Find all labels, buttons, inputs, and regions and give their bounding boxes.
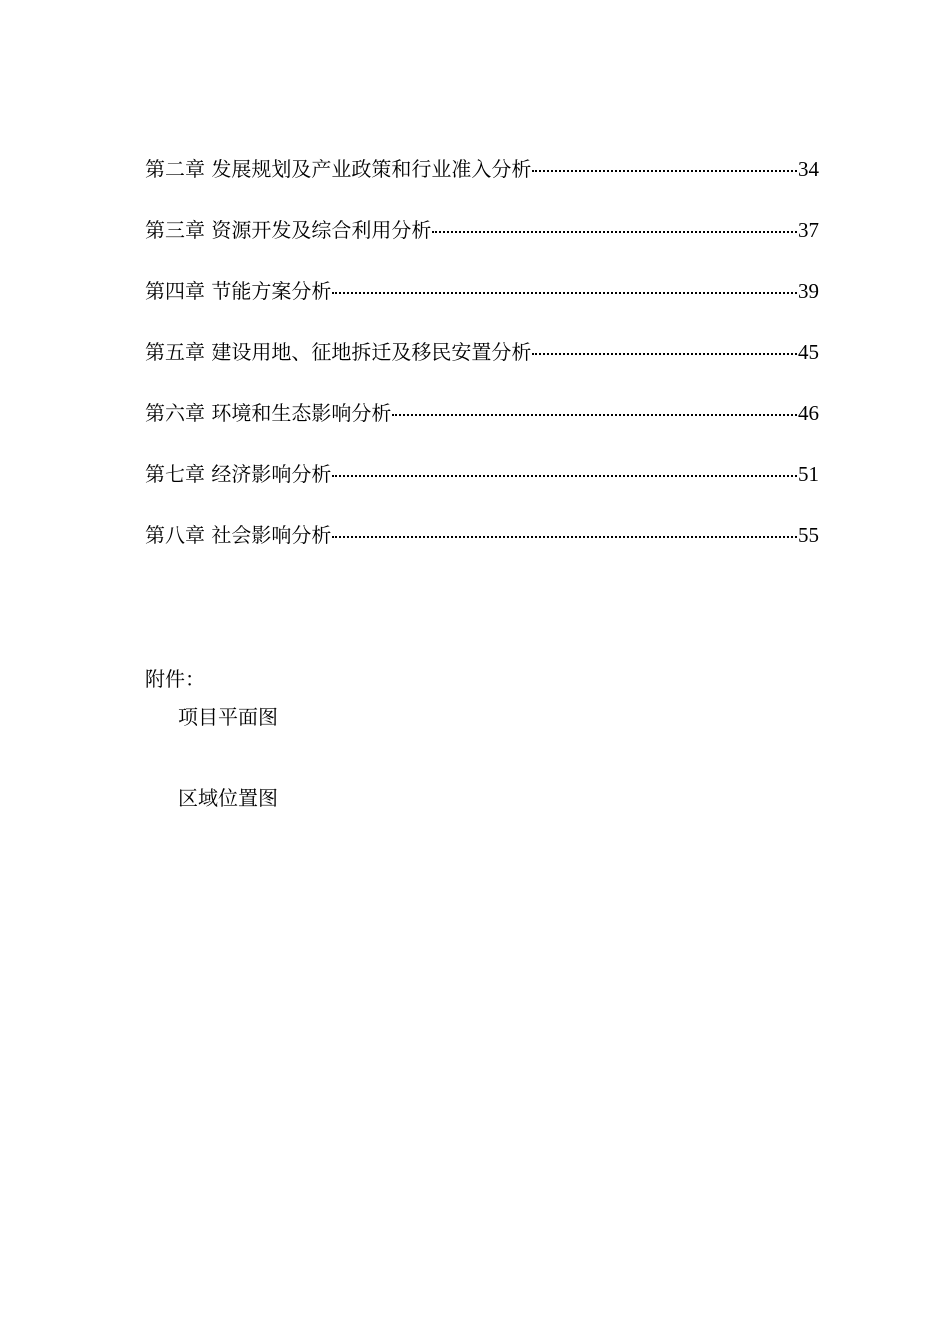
toc-entry-title: 第五章 建设用地、征地拆迁及移民安置分析 bbox=[145, 340, 532, 364]
toc-entry[interactable] bbox=[145, 396, 819, 457]
table-of-contents bbox=[145, 152, 819, 579]
toc-dot-leader bbox=[432, 231, 797, 233]
attachment-item-location-map: 区域位置图 bbox=[178, 786, 278, 810]
toc-entry-title: 第四章 节能方案分析 bbox=[145, 279, 332, 303]
toc-entry[interactable] bbox=[145, 213, 819, 274]
toc-entry-title: 第三章 资源开发及综合利用分析 bbox=[145, 218, 432, 242]
toc-entry-title: 第二章 发展规划及产业政策和行业准入分析 bbox=[145, 157, 532, 181]
toc-dot-leader bbox=[332, 475, 797, 477]
toc-dot-leader bbox=[332, 536, 797, 538]
toc-entry-title: 第七章 经济影响分析 bbox=[145, 462, 332, 486]
toc-dot-leader bbox=[332, 292, 797, 294]
attachments-heading: 附件： bbox=[145, 667, 205, 691]
toc-page-number: 51 bbox=[798, 462, 819, 486]
attachment-item-site-plan: 项目平面图 bbox=[178, 705, 278, 729]
toc-entry-title: 第六章 环境和生态影响分析 bbox=[145, 401, 392, 425]
toc-entry[interactable] bbox=[145, 457, 819, 518]
toc-page-number: 55 bbox=[798, 523, 819, 547]
toc-entry[interactable] bbox=[145, 274, 819, 335]
toc-entry-title: 第八章 社会影响分析 bbox=[145, 523, 332, 547]
attachments-section bbox=[145, 662, 278, 815]
toc-page-number: 46 bbox=[798, 401, 819, 425]
toc-page-number: 37 bbox=[798, 218, 819, 242]
toc-entry[interactable] bbox=[145, 152, 819, 213]
toc-page-number: 34 bbox=[798, 157, 819, 181]
toc-page-number: 39 bbox=[798, 279, 819, 303]
toc-dot-leader bbox=[392, 414, 797, 416]
toc-dot-leader bbox=[532, 353, 797, 355]
toc-page-number: 45 bbox=[798, 340, 819, 364]
toc-dot-leader bbox=[532, 170, 797, 172]
toc-entry[interactable] bbox=[145, 335, 819, 396]
toc-entry[interactable] bbox=[145, 518, 819, 579]
